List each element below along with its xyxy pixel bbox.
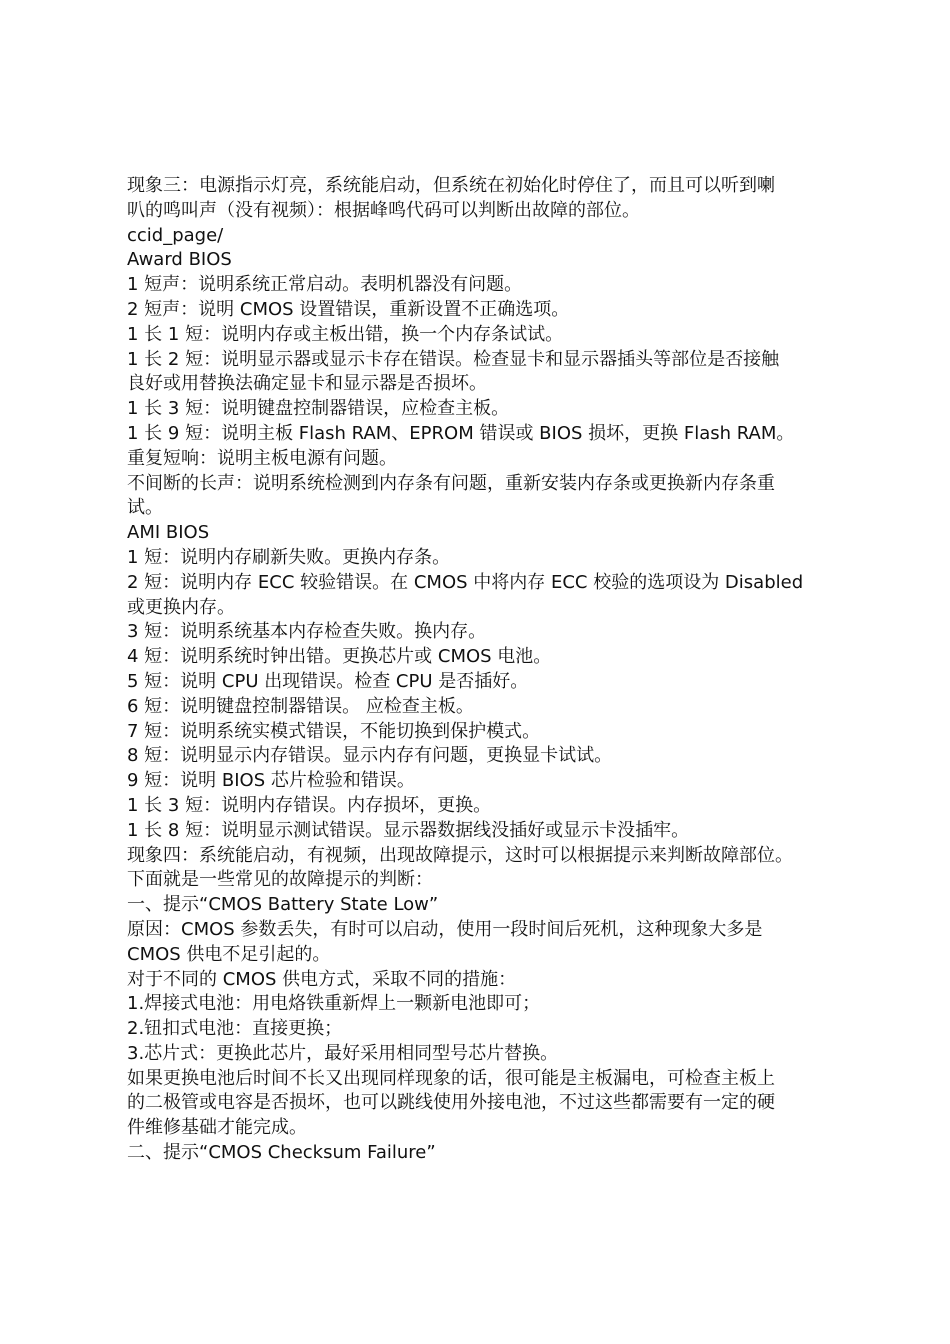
text-line: 重复短响：说明主板电源有问题。 — [127, 447, 397, 469]
text-line: 1 短声：说明系统正常启动。表明机器没有问题。 — [127, 274, 523, 296]
text-line: 1 长 8 短：说明显示测试错误。显示器数据线没插好或显示卡没插牢。 — [127, 819, 690, 841]
text-line: 7 短：说明系统实模式错误，不能切换到保护模式。 — [127, 720, 541, 742]
section-heading: AMI BIOS — [127, 522, 210, 544]
text-line: 4 短：说明系统时钟出错。更换芯片或 CMOS 电池。 — [127, 646, 552, 668]
text-line: 不间断的长声：说明系统检测到内存条有问题，重新安装内存条或更换新内存条重 — [127, 472, 775, 494]
section-heading: 二、提示“CMOS Checksum Failure” — [127, 1142, 436, 1164]
text-line: 2 短声：说明 CMOS 设置错误，重新设置不正确选项。 — [127, 298, 570, 320]
text-line: 3 短：说明系统基本内存检查失败。换内存。 — [127, 621, 487, 643]
text-line: CMOS 供电不足引起的。 — [127, 943, 331, 965]
text-line: 的二极管或电容是否损坏，也可以跳线使用外接电池，不过这些都需要有一定的硬 — [127, 1092, 775, 1114]
text-line: 原因：CMOS 参数丢失，有时可以启动，使用一段时间后死机，这种现象大多是 — [127, 918, 763, 940]
text-line: 1 长 3 短：说明键盘控制器错误，应检查主板。 — [127, 398, 510, 420]
text-line: 试。 — [127, 497, 163, 519]
text-line: 3.芯片式：更换此芯片，最好采用相同型号芯片替换。 — [127, 1042, 559, 1064]
text-line: 现象三：电源指示灯亮，系统能启动，但系统在初始化时停住了，而且可以听到喇 — [127, 175, 775, 196]
text-line: 对于不同的 CMOS 供电方式，采取不同的措施： — [127, 968, 517, 990]
document-body — [127, 174, 827, 1166]
text-line: 2 短：说明内存 ECC 较验错误。在 CMOS 中将内存 ECC 校验的选项设为 Disabled — [127, 571, 804, 593]
text-line: ccid_page/ — [127, 224, 224, 246]
text-line: 现象四：系统能启动，有视频，出现故障提示，这时可以根据提示来判断故障部位。 — [127, 844, 793, 866]
text-line: 8 短：说明显示内存错误。显示内存有问题，更换显卡试试。 — [127, 745, 613, 767]
text-line: 1 长 1 短：说明内存或主板出错，换一个内存条试试。 — [127, 323, 564, 345]
text-line: 9 短：说明 BIOS 芯片检验和错误。 — [127, 770, 415, 792]
text-line: 良好或用替换法确定显卡和显示器是否损坏。 — [127, 373, 487, 395]
text-line: 下面就是一些常见的故障提示的判断： — [127, 869, 433, 891]
section-heading: 一、提示“CMOS Battery State Low” — [127, 894, 439, 916]
text-line: 如果更换电池后时间不长又出现同样现象的话，很可能是主板漏电，可检查主板上 — [127, 1067, 775, 1089]
text-line: 1.焊接式电池：用电烙铁重新焊上一颗新电池即可； — [127, 993, 541, 1015]
text-line: 1 长 3 短：说明内存错误。内存损坏，更换。 — [127, 794, 492, 816]
text-line: 1 短：说明内存刷新失败。更换内存条。 — [127, 546, 451, 568]
text-line: 1 长 9 短：说明主板 Flash RAM、EPROM 错误或 BIOS 损坏，更换 Flash RAM。 — [127, 422, 795, 444]
text-line: 5 短：说明 CPU 出现错误。检查 CPU 是否插好。 — [127, 670, 529, 692]
text-line: 叭的鸣叫声（没有视频）：根据峰鸣代码可以判断出故障的部位。 — [127, 199, 640, 221]
text-line: 2.钮扣式电池：直接更换； — [127, 1018, 343, 1040]
text-line: 6 短：说明键盘控制器错误。 应检查主板。 — [127, 695, 474, 717]
text-line: 1 长 2 短：说明显示器或显示卡存在错误。检查显卡和显示器插头等部位是否接触 — [127, 348, 780, 370]
section-heading: Award BIOS — [127, 249, 232, 271]
text-line: 件维修基础才能完成。 — [127, 1117, 307, 1139]
text-line: 或更换内存。 — [127, 596, 235, 618]
